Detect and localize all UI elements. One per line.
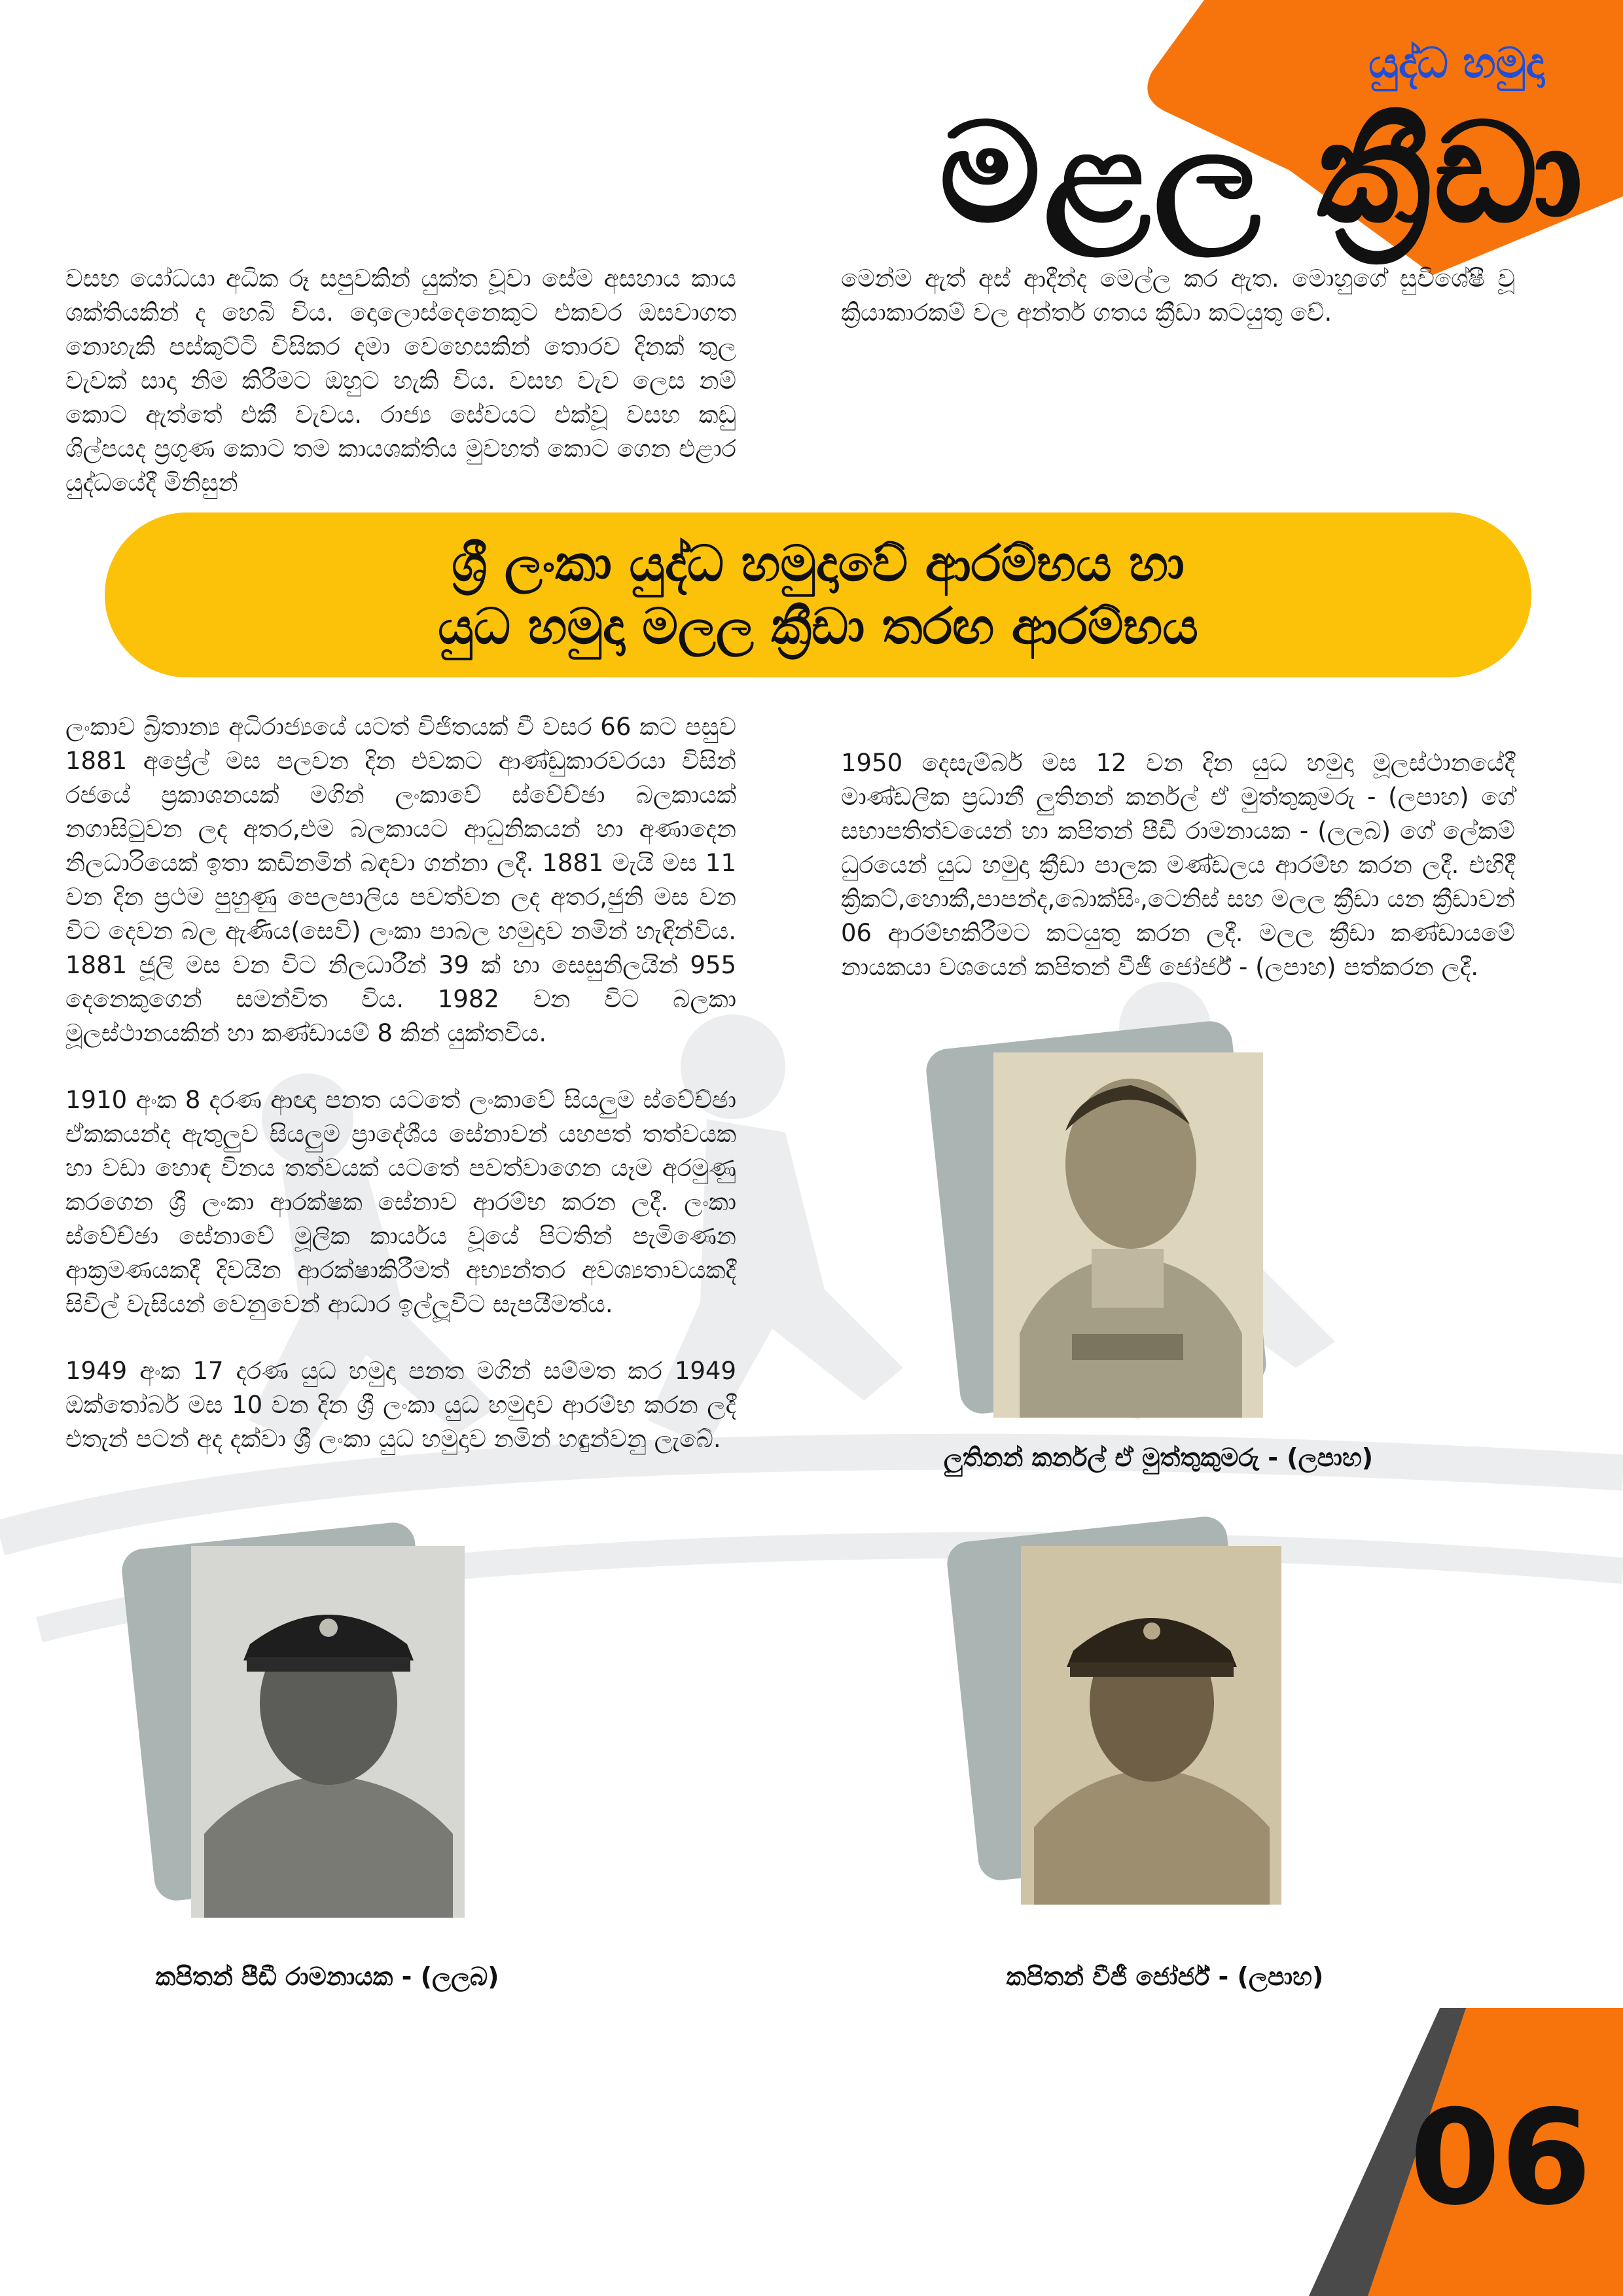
section-banner	[105, 512, 1531, 677]
photo-caption: ලුතිනන් කර්නල් ඒ මුත්තුකුමරු - (ලපාහ)	[943, 1443, 1374, 1472]
main-right-column	[841, 746, 1515, 1017]
page-number: 06	[1409, 2082, 1592, 2234]
paragraph: 1910 අංක 8 දරණ ආඥා පනත යටතේ ලංකාවේ සියලුම ස්වේච්ඡා ඒකකයන්ද ඇතුලුව සියලුම ප්‍රාදේශීය සේනාවන් යහපත් තත්වයක හා වඩා හොඳ විනය තත්වයක් යටතේ පවත්වාගෙන යෑම අරමුණු කරගෙන ශ්‍රී ලංකා ආරක්ෂක සේනාව ආරම්භ කරන ලදී. ලංකා ස්වේච්ඡා සේනාවේ මූලික කාර්යය වූයේ පිටතින් පැමිණෙන ආක්‍රමණයකදී දිවයින ආරක්ෂාකිරීමත් අභ්‍යන්තර අවශ්‍යතාවයකදී සිවිල් වැසියන් වෙනුවෙන් ආධාර ඉල්ලූවිට සැපයීමත්ය.	[65, 1086, 736, 1318]
photo-caption: කපිතන් වීජී ජෝර්ජ් - (ලපාහ)	[1006, 1962, 1324, 1991]
banner-line-1: ශ්‍රී ලංකා යුද්ධ හමුදාවේ ආරම්භය හා	[452, 534, 1185, 592]
intro-left-text: වසභ යෝධයා අධික රූ සපුවකින් යුක්ත වූවා සේම අසහාය කාය ශක්තියකින් ද හෙබි විය. දොලොස්දෙනෙකුට එකවර ඔසවාගත නොහැකි පස්කුට්ටි විසිකර දමා වෙහෙසකින් තොරව දිනක් තුල වැවක් සාදා නිම කිරීමට ඔහුට හැකි විය. වසභ වැව ලෙස නම් කොට ඇත්තේ එකී වැවය. රාජ්‍ය සේවයට එක්වූ වසභ කඩු ශිල්පයද ප්‍රගුණ කොට තම කායශක්තිය මුවහත් කොට ගෙන එළාර යුද්ධයේදී මිනිසුන්	[65, 264, 736, 497]
intro-right-text: මෙන්ම ඇත් අස් ආදීන්ද මෙල්ල කර ඇත. මොහුගේ සුවිශේෂී වූ ක්‍රියාකාරකම් වල අන්තර් ගතය ක්‍රීඩා කටයුතු වේ.	[841, 264, 1515, 327]
paragraph: 1949 අංක 17 දරණ යුධ හමුදා පනත මගින් සම්මත කර 1949 ඔක්තෝබර් මස 10 වන දින ශ්‍රී ලංකා යුධ හමුදාව ආරම්භ කරන ලදී එතැන් පටන් අද දක්වා ශ්‍රී ලංකා යුධ හමුදාව නමින් හඳුන්වනු ලැබේ.	[65, 1357, 736, 1453]
paragraph: 1950 දෙසැම්බර් මස 12 වන දින යුධ හමුදා මූලස්ථානයේදී මාණ්ඩලික ප්‍රධානී ලුතිනන් කර්නල් ඒ මුත්තුකුමරු - (ලපාහ) ගේ සභාපතිත්වයෙන් හා කපිතන් පීඩී රාමනායක - (ලලබ) ගේ ලේකම් ධුරයෙන් යුධ හමුදා ක්‍රීඩා පාලක මණ්ඩලය ආරම්භ කරන ලදී. එහිදී ක්‍රිකට්,හොකී,පාපන්ද,බොක්සිං,ටෙනිස් සහ මලල ක්‍රීඩා යන ක්‍රීඩාවන් 06 ආරම්භකිරීමට කටයුතු කරන ලදී. මලල ක්‍රීඩා කණ්ඩායමේ නායකයා වශයෙන් කපිතන් වීජී ජෝර්ජ් - (ලපාහ) පත්කරන ලදී.	[841, 749, 1515, 981]
portrait-photo-muttukumaru	[993, 1052, 1263, 1418]
banner-line-2: යුධ හමුදා මලල ක්‍රීඩා තරඟ ආරම්භය	[438, 597, 1198, 655]
portrait-photo-george	[1021, 1546, 1281, 1905]
brand-name: යුද්ධ හමුදා	[1368, 39, 1544, 88]
portrait-photo-ramanayake	[191, 1546, 465, 1918]
photo-caption: කපිතන් පීඩී රාමනායක - (ලලබ)	[155, 1962, 499, 1991]
main-left-column	[65, 710, 736, 1489]
paragraph: ලංකාව බ්‍රිතාන්‍ය අධිරාජ්‍යයේ යටත් විජිතයක් වී වසර 66 කට පසුව 1881 අප්‍රේල් මස පලවන දින එවකට ආණ්ඩුකාරවරයා විසින් රජයේ ප්‍රකාශනයක් මගින් ලංකාවේ ස්වේච්ඡා බලකායක් නගාසිටුවන ලද අතර,එම බලකායට ආධුනිකයන් හා අණාදෙන නිලධාරියෙක් ඉතා කඩිනමින් බඳවා ගන්නා ලදී. 1881 මැයි මස 11 වන දින ප්‍රථම පුහුණු පෙලපාලිය පවත්වන ලද අතර,ජුනි මස වන විට දෙවන බල ඇණිය(සෙවි) ලංකා පාබල හමුදාව නමින් හැඳින්විය. 1881 ජූලි මස වන විට නිලධාරීන් 39 ක් හා සෙසුනිලයින් 955 දෙනෙකුගෙන් සමන්විත විය. 1982 වන විට බලකා මූලස්ථානයකින් හා කණ්ඩායම් 8 කින් යුක්තවිය.	[65, 713, 736, 1047]
page-title: මළල ක්‍රීඩා	[940, 93, 1587, 253]
